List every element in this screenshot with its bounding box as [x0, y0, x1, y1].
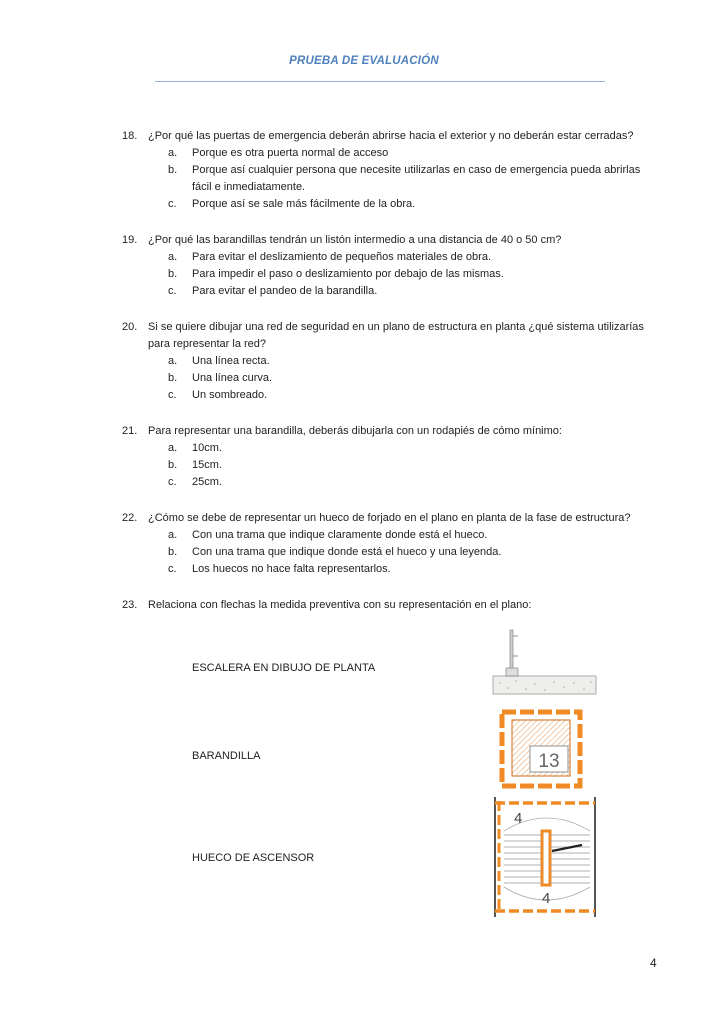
option-line	[0, 387, 728, 404]
page-number: 4	[650, 956, 657, 970]
match-item-stair: ESCALERA EN DIBUJO DE PLANTA	[192, 662, 376, 674]
option-letter: c.	[168, 198, 177, 210]
option-letter: a.	[168, 529, 178, 541]
questions-list	[0, 128, 728, 633]
question-text: ¿Cómo se debe de representar un hueco de forjado en el plano en planta de la fase de estructura?	[148, 512, 631, 524]
question-line	[0, 128, 728, 145]
question-line	[0, 336, 728, 353]
elevator-shaft-figure	[498, 708, 584, 790]
option-letter: c.	[168, 389, 177, 401]
question-text: para representar la red?	[148, 338, 267, 350]
option-line	[0, 283, 728, 300]
option-line	[0, 179, 728, 196]
question-text: Relaciona con flechas la medida preventiva con su representación en el plano:	[148, 599, 532, 611]
option-letter: b.	[168, 372, 178, 384]
option-line	[0, 353, 728, 370]
stair-plan-figure	[490, 797, 602, 919]
question-number: 18.	[122, 130, 138, 142]
elevator-number-label: 13	[538, 751, 560, 772]
question-line	[0, 423, 728, 440]
match-item-railing: BARANDILLA	[192, 750, 261, 762]
question-text: Para representar una barandilla, deberás dibujarla con un rodapiés de cómo mínimo:	[148, 425, 562, 437]
question-19	[0, 232, 728, 300]
option-text: Una línea recta.	[192, 355, 270, 367]
question-text: ¿Por qué las puertas de emergencia deberán abrirse hacia el exterior y no deberán estar cerradas?	[148, 130, 634, 142]
option-letter: b.	[168, 459, 178, 471]
option-letter: c.	[168, 563, 177, 575]
question-22	[0, 510, 728, 578]
question-text: ¿Por qué las barandillas tendrán un listón intermedio a una distancia de 40 o 50 cm?	[148, 234, 562, 246]
option-letter: b.	[168, 546, 178, 558]
match-item-elevator-shaft: HUECO DE ASCENSOR	[192, 852, 315, 864]
option-text: Para evitar el deslizamiento de pequeños materiales de obra.	[192, 251, 492, 263]
stair-number-bottom: 4	[542, 890, 551, 907]
option-text: Porque así se sale más fácilmente de la obra.	[192, 198, 416, 210]
option-text: Un sombreado.	[192, 389, 268, 401]
question-18	[0, 128, 728, 213]
question-number: 20.	[122, 321, 138, 333]
railing-section-figure	[490, 628, 600, 696]
question-23	[0, 597, 728, 614]
option-letter: a.	[168, 251, 178, 263]
option-line	[0, 162, 728, 179]
option-text: 25cm.	[192, 476, 222, 488]
option-text: 15cm.	[192, 459, 222, 471]
question-text: Si se quiere dibujar una red de seguridad en un plano de estructura en planta ¿qué sistema utilizarías	[148, 321, 644, 333]
option-line	[0, 544, 728, 561]
option-text: Porque es otra puerta normal de acceso	[192, 147, 389, 159]
option-letter: a.	[168, 147, 178, 159]
option-text: Porque así cualquier persona que necesite utilizarlas en caso de emergencia pueda abrirlas	[192, 164, 641, 176]
question-number: 23.	[122, 599, 138, 611]
option-text: Para evitar el pandeo de la barandilla.	[192, 285, 378, 297]
option-line	[0, 145, 728, 162]
question-21	[0, 423, 728, 491]
option-text: fácil e inmediatamente.	[192, 181, 306, 193]
option-letter: a.	[168, 442, 178, 454]
option-line	[0, 474, 728, 491]
option-line	[0, 527, 728, 544]
option-line	[0, 266, 728, 283]
option-letter: a.	[168, 355, 178, 367]
header-divider	[155, 81, 605, 82]
option-line	[0, 370, 728, 387]
option-line	[0, 561, 728, 578]
option-text: 10cm.	[192, 442, 222, 454]
option-line	[0, 196, 728, 213]
question-line	[0, 510, 728, 527]
question-20	[0, 319, 728, 404]
question-number: 21.	[122, 425, 138, 437]
question-number: 22.	[122, 512, 138, 524]
option-letter: c.	[168, 285, 177, 297]
option-text: Una línea curva.	[192, 372, 273, 384]
option-text: Con una trama que indique donde está el hueco y una leyenda.	[192, 546, 502, 558]
option-line	[0, 249, 728, 266]
page-header-title: PRUEBA DE EVALUACIÓN	[289, 55, 439, 67]
question-line	[0, 232, 728, 249]
option-text: Los huecos no hace falta representarlos.	[192, 563, 391, 575]
stair-number-top: 4	[514, 810, 523, 827]
option-text: Con una trama que indique claramente donde está el hueco.	[192, 529, 488, 541]
question-line	[0, 319, 728, 336]
option-letter: b.	[168, 268, 178, 280]
option-letter: c.	[168, 476, 177, 488]
option-letter: b.	[168, 164, 178, 176]
question-line	[0, 597, 728, 614]
question-number: 19.	[122, 234, 138, 246]
option-line	[0, 457, 728, 474]
option-line	[0, 440, 728, 457]
option-text: Para impedir el paso o deslizamiento por debajo de las mismas.	[192, 268, 504, 280]
